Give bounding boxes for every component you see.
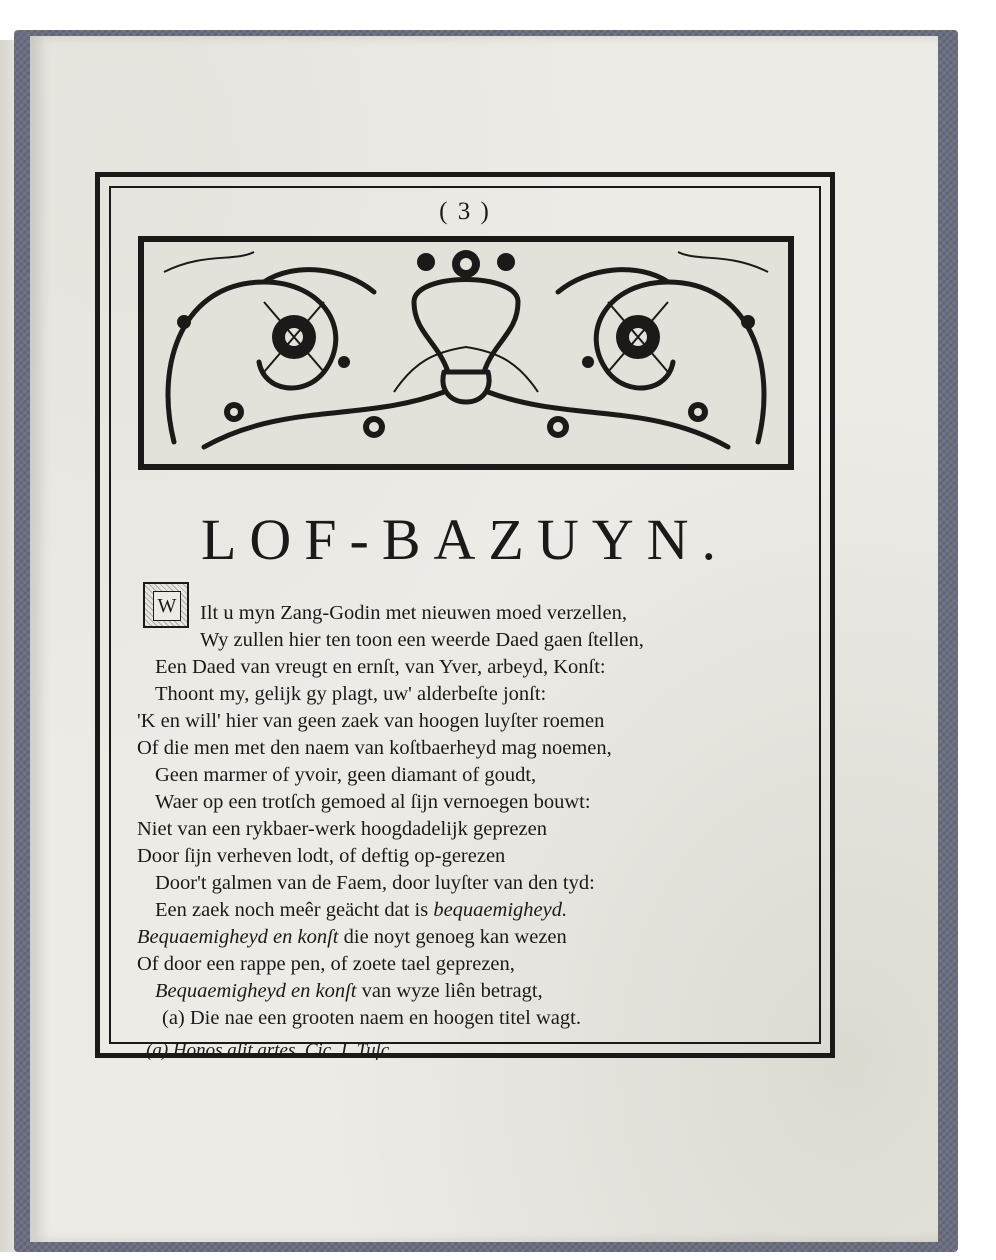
decorated-drop-cap [143, 582, 189, 628]
verse-line-5: 'K en will' hier van geen zaek van hoogen luyſter roemen [137, 710, 605, 732]
footnote: (a) Honos alit artes. Cic. I. Tuſc. [146, 1040, 395, 1061]
verse-line-12-italic: bequaemigheyd. [433, 899, 568, 921]
drop-cap-letter: W [153, 591, 181, 621]
verse-line-7: Geen marmer of yvoir, geen diamant of goudt, [155, 764, 537, 786]
verse-line-15-italic: Bequaemigheyd en konſt [155, 980, 357, 1002]
verse-line-9: Niet van een rykbaer-werk hoogdadelijk geprezen [137, 818, 547, 840]
verse-line-4: Thoont my, gelijk gy plagt, uw' alderbeſte jonſt: [155, 683, 547, 705]
verse-line-15-plain: van wyze liên betragt, [356, 980, 543, 1002]
verse-line-6: Of die men met den naem van koſtbaerheyd mag noemen, [137, 737, 612, 759]
verse-line-1: Ilt u myn Zang-Godin met nieuwen moed verzellen, [200, 602, 627, 624]
floral-ornament-icon [144, 242, 788, 464]
poem-title: LOF-BAZUYN. [200, 507, 730, 572]
verse-line-15 [155, 980, 543, 1003]
verse-line-12 [155, 899, 567, 922]
verse-line-11: Door't galmen van de Faem, door luyſter van den tyd: [155, 872, 595, 894]
verse-line-13-italic: Bequaemigheyd en konſt [137, 926, 339, 948]
verse-line-13 [137, 926, 567, 949]
verse-line-2: Wy zullen hier ten toon een weerde Daed gaen ſtellen, [200, 629, 644, 651]
woodcut-headpiece-ornament [138, 236, 794, 470]
page-number: ( 3 ) [439, 198, 491, 225]
verse-line-13-plain: die noyt genoeg kan wezen [338, 926, 567, 948]
verse-line-3: Een Daed van vreugt en ernſt, van Yver, arbeyd, Konſt: [155, 656, 606, 678]
verse-line-8: Waer op een trotſch gemoed al ſijn vernoegen bouwt: [155, 791, 591, 813]
verse-line-10: Door ſijn verheven lodt, of deftig op-gerezen [137, 845, 506, 867]
verse-line-12-plain: Een zaek noch meêr geächt dat is [155, 899, 434, 921]
verse-line-14: Of door een rappe pen, of zoete tael geprezen, [137, 953, 515, 975]
verse-line-16: (a) Die nae een grooten naem en hoogen titel wagt. [162, 1007, 581, 1029]
